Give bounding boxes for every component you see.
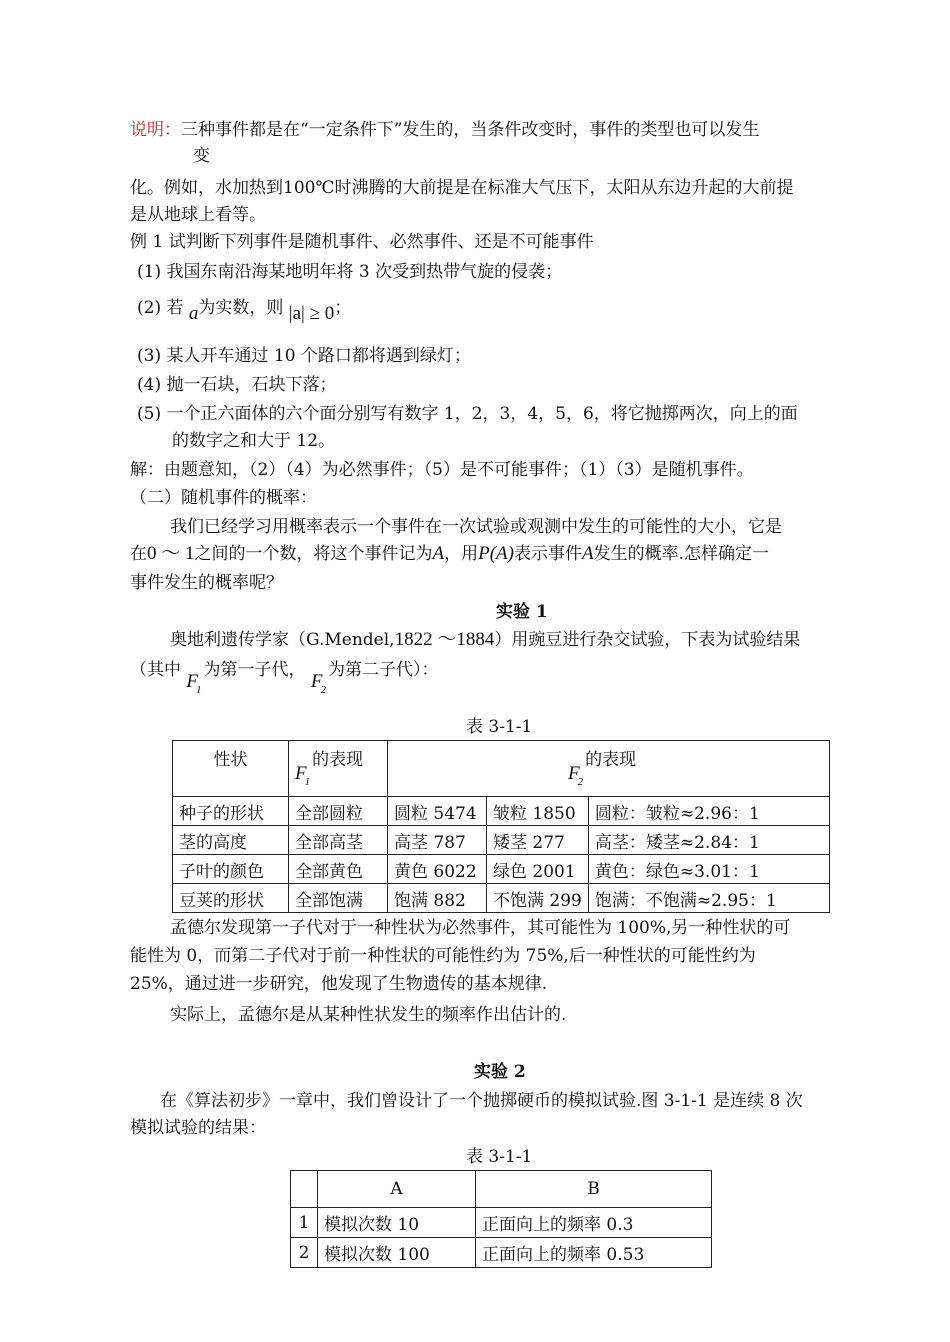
- note-line-2: 化。例如，水加热到100℃时沸腾的大前提是在标准大气压下，太阳从东边升起的大前提: [130, 178, 794, 198]
- F2-symbol: $F_2$: [310, 671, 327, 696]
- example-item-2: (2) 若 a为实数，则 |a| ≥ 0；: [137, 298, 352, 324]
- mendel-table: [172, 740, 830, 913]
- header-trait: 性状: [173, 741, 289, 797]
- table-row: 1 模拟次数 10 正面向上的频率 0.3: [291, 1208, 712, 1238]
- section-heading: （二）随机事件的概率：: [130, 488, 317, 508]
- table-row: 茎的高度 全部高茎 高茎 787 矮茎 277 高茎：矮茎≈2.84：1: [173, 826, 830, 855]
- example-item-5: (5) 一个正六面体的六个面分别写有数字 1，2，3，4，5，6，将它抛掷两次，向上的面: [137, 404, 798, 424]
- table-row: 豆荚的形状 全部饱满 饱满 882 不饱满 299 饱满：不饱满≈2.95：1: [173, 884, 830, 913]
- years: 1822 ～1884: [394, 629, 495, 650]
- exp1-after-3: 25%，通过进一步研究，他发现了生物遗传的基本规律.: [130, 974, 548, 994]
- table-header: [291, 1171, 712, 1208]
- header-f1: $F_1$的表现: [289, 741, 388, 797]
- table-row: 种子的形状 全部圆粒 圆粒 5474 皱粒 1850 圆粒：皱粒≈2.96：1: [173, 797, 830, 826]
- var-A-2: A: [582, 543, 594, 564]
- var-a: a: [188, 303, 199, 324]
- table-row: 子叶的颜色 全部黄色 黄色 6022 绿色 2001 黄色：绿色≈3.01：1: [173, 855, 830, 884]
- abs-formula: |a| ≥ 0: [288, 303, 335, 324]
- range-formula: 0 ～ 1: [147, 543, 195, 564]
- example-solution: 解：由题意知，（2）（4）为必然事件；（5）是不可能事件；（1）（3）是随机事件。: [130, 460, 754, 480]
- example-item-4: (4) 抛一石块，石块下落；: [137, 375, 337, 395]
- prob-formula: P(A): [478, 543, 514, 564]
- col-a-header: A: [318, 1171, 476, 1208]
- exp1-after-1: 孟德尔发现第一子代对于一种性状为必然事件，其可能性为 100%,另一种性状的可: [170, 918, 791, 938]
- exp2-p1: 在《算法初步》一章中，我们曾设计了一个抛掷硬币的模拟试验.图 3-1-1 是连续 8 次: [160, 1091, 803, 1111]
- F1-symbol: $F_1$: [186, 671, 202, 696]
- example-item-3: (3) 某人开车通过 10 个路口都将遇到绿灯；: [137, 346, 471, 366]
- table-row: 2 模拟次数 100 正面向上的频率 0.53: [291, 1238, 712, 1268]
- section-p1-line3: 事件发生的概率呢？: [130, 573, 283, 593]
- note-text-1: 三种事件都是在“一定条件下”发生的，当条件改变时，事件的类型也可以发生: [181, 120, 760, 140]
- exp1-after-2: 能性为 0，而第二子代对于前一种性状的可能性约为 75%,后一种性状的可能性约为: [130, 946, 756, 966]
- example-title: 例 1 试判断下列事件是随机事件、必然事件、还是不可能事件: [130, 232, 594, 252]
- section-p1-line1: 我们已经学习用概率表示一个事件在一次试验或观测中发生的可能性的大小，它是: [170, 517, 782, 537]
- exp1-after-4: 实际上，孟德尔是从某种性状发生的频率作出估计的.: [170, 1005, 567, 1025]
- exp1-p2: （其中 $F_1$为第一子代， $F_2$为第二子代）：: [130, 660, 439, 696]
- exp1-p1: 奥地利遗传学家（G.Mendel,1822 ～1884）用豌豆进行杂交试验，下表为试验结果: [170, 629, 801, 650]
- exp1-table-caption: 表 3-1-1: [466, 717, 533, 737]
- note-line-1b: 变: [193, 146, 210, 166]
- note-line-3: 是从地球上看等。: [130, 205, 266, 225]
- section-p1-line2: 在0 ～ 1之间的一个数，将这个事件记为A，用P(A)表示事件A发生的概率.怎样确定一: [130, 543, 770, 564]
- example-item-5-cont: 的数字之和大于 12。: [172, 431, 336, 451]
- table-header: [173, 741, 830, 797]
- exp2-table-caption: 表 3-1-1: [466, 1147, 533, 1167]
- exp2-p2: 模拟试验的结果：: [130, 1118, 266, 1138]
- header-f2: $F_2$的表现: [388, 741, 830, 797]
- note-line-1: [130, 119, 759, 141]
- col-b-header: B: [476, 1171, 712, 1208]
- exp2-title: 实验 2: [474, 1062, 526, 1082]
- var-A: A: [432, 543, 445, 564]
- exp1-title: 实验 1: [496, 602, 548, 622]
- coin-table: [290, 1170, 712, 1268]
- example-item-1: (1) 我国东南沿海某地明年将 3 次受到热带气旋的侵袭；: [137, 262, 563, 282]
- note-label: 说明：: [130, 120, 181, 140]
